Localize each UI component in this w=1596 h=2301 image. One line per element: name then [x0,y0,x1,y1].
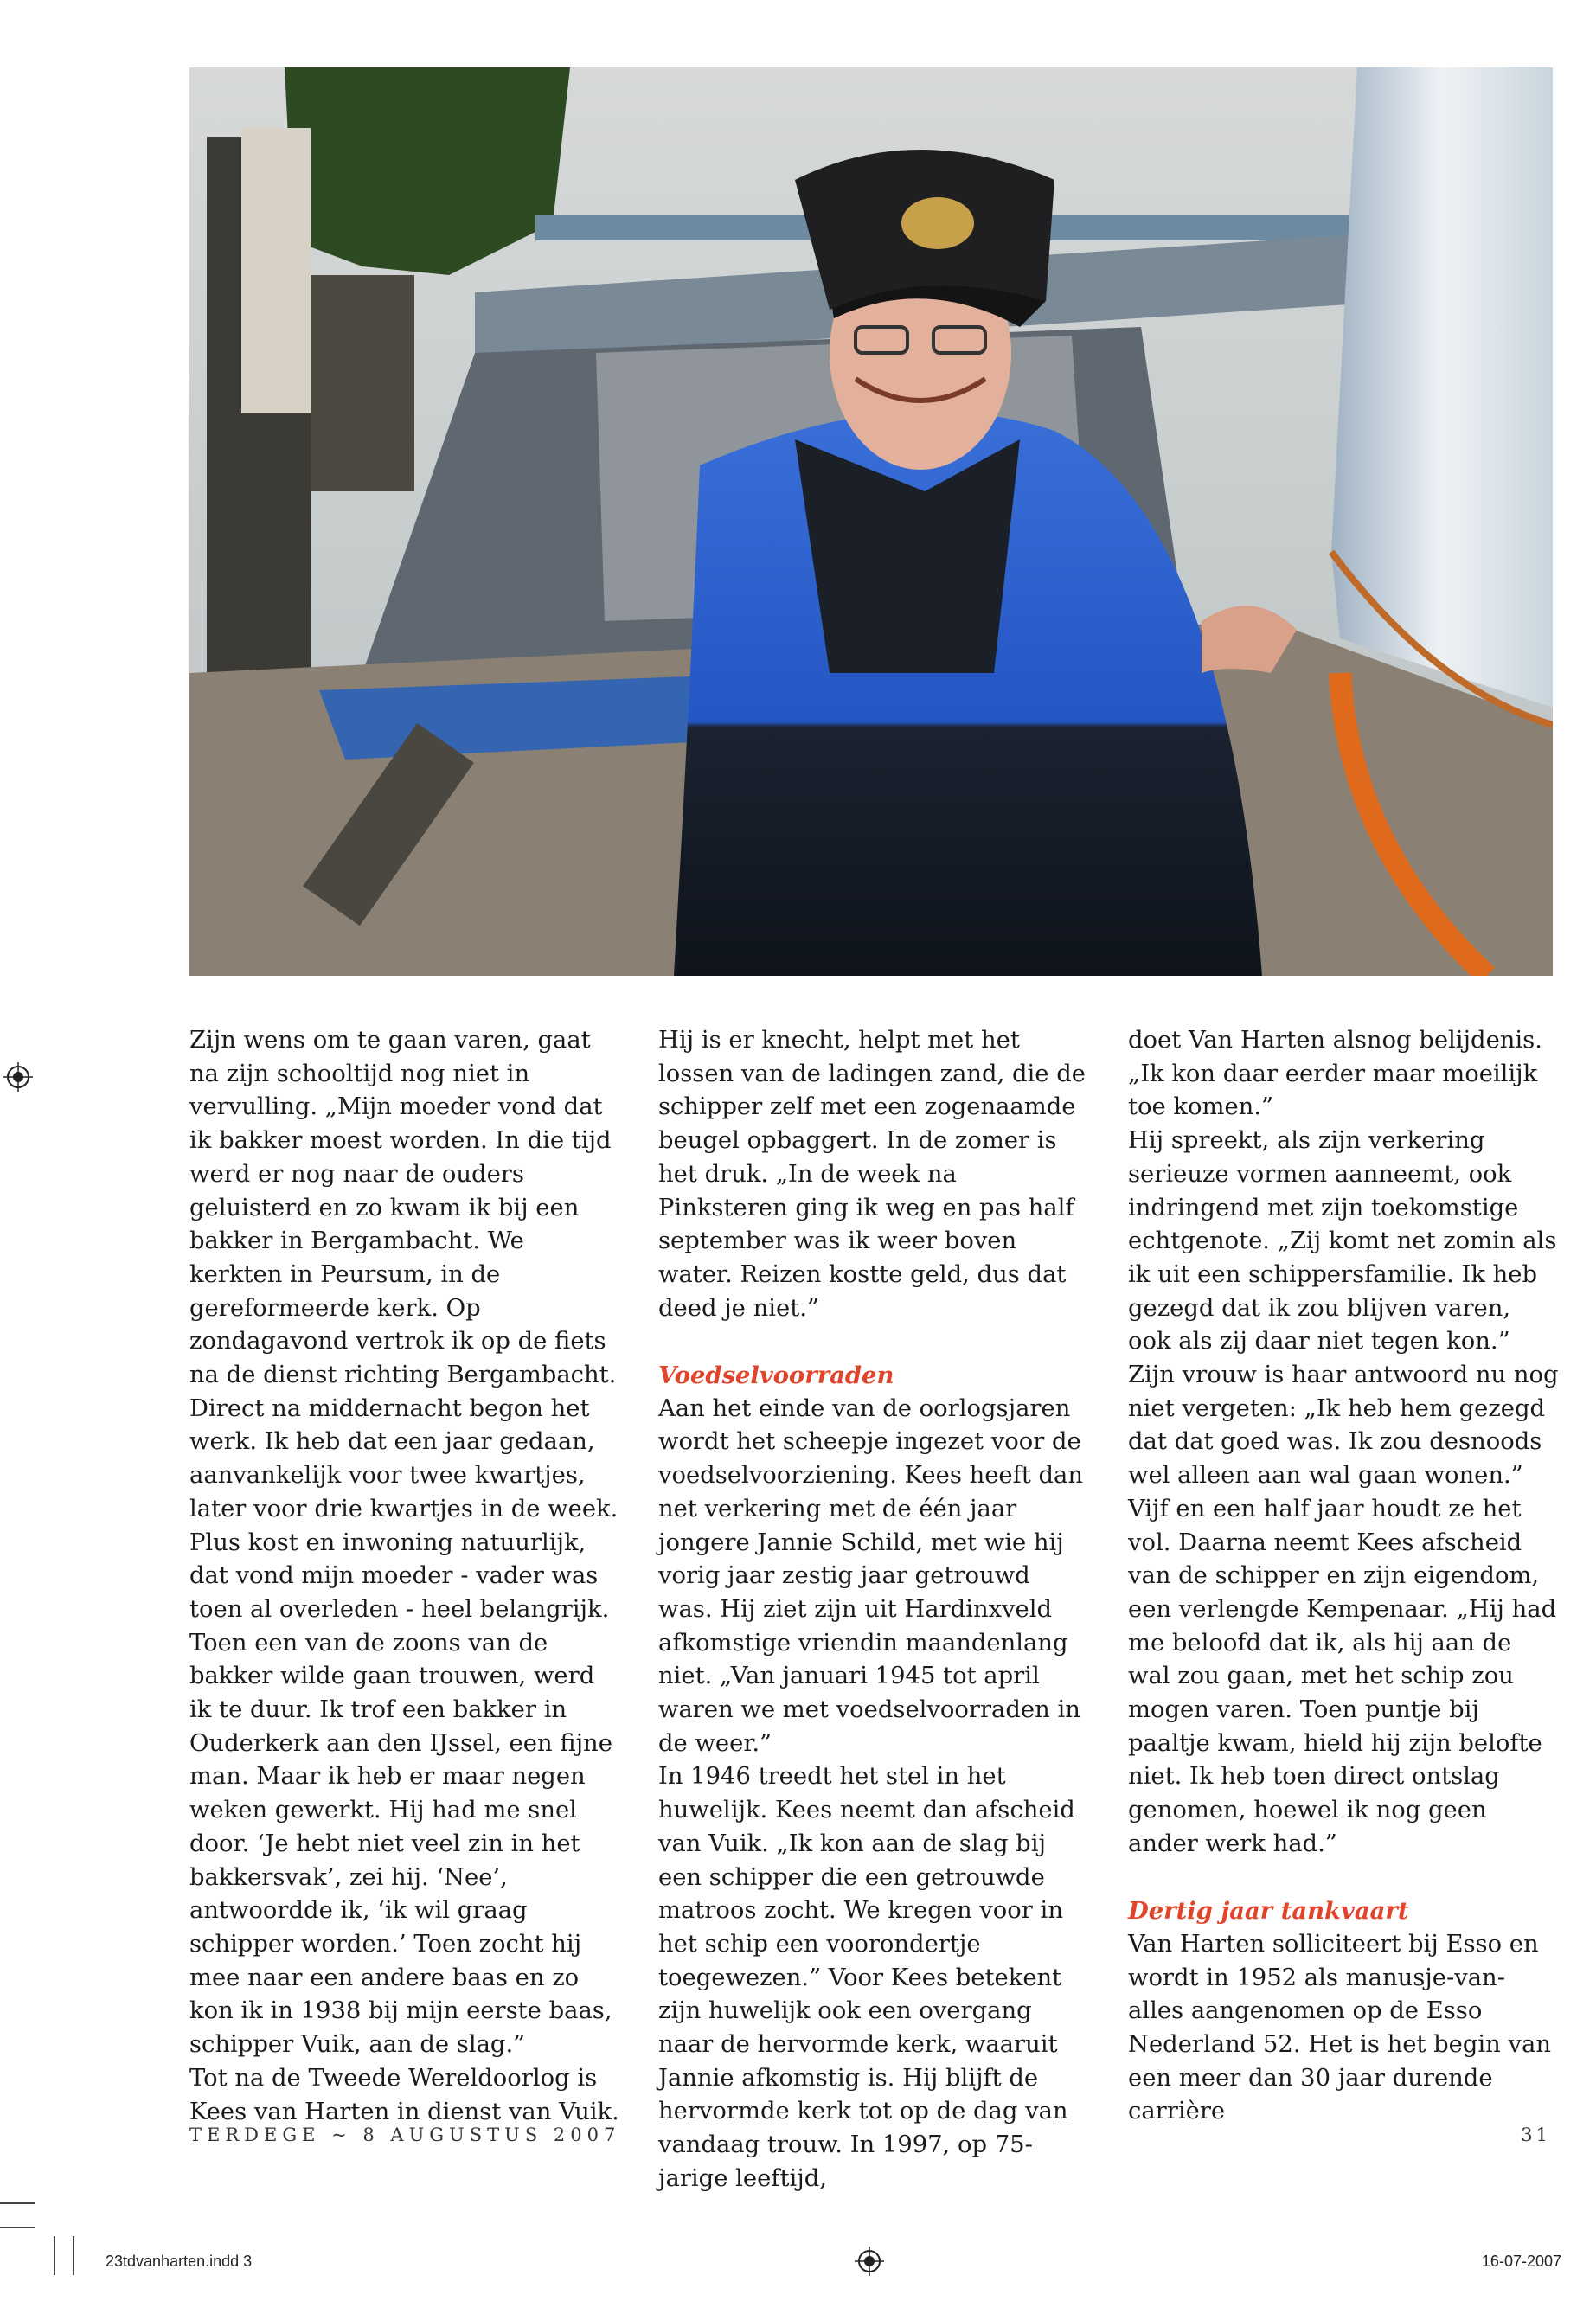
paragraph: Zijn wens om te gaan varen, gaat na zijn schooltijd nog niet in vervulling. „Mijn moeder vond dat ik bakker moest worden. In die tijd werd er nog naar de ouders geluisterd en zo kwam ik bij een bakker in Bergambacht. We kerkten in Peursum, in de gereformeerde kerk. Op zondagavond vertrok ik op de fiets na de dienst richting Bergambacht. Direct na middernacht begon het werk. Ik heb dat een jaar gedaan, aanvankelijk voor twee kwartjes, later voor drie kwartjes in de week. Plus kost en inwoning natuurlijk, dat vond mijn moeder - vader was toen al overleden - heel belangrijk. Toen een van de zoons van de bakker wilde gaan trouwen, werd ik te duur. Ik trof een bakker in Ouderkerk aan den IJssel, een fijne man. Maar ik heb er maar negen weken gewerkt. Hij had me snel door. ‘Je hebt niet veel zin in het bakkersvak’, zei hij. ‘Nee’, antwoordde ik, ‘ik wil graag schipper worden.’ Toen zocht hij mee naar een andere baas en zo kon ik in 1938 bij mijn eerste baas, schipper Vuik, aan de slag.” [189,1027,619,2059]
paragraph: In 1946 treedt het stel in het huwelijk. Kees neemt dan afscheid van Vuik. „Ik kon aan de slag bij een schipper die een getrouwde matroos zocht. We kregen voor in het schip een voorondertje toegewezen.” Voor Kees betekent zijn huwelijk ook een overgang naar de hervormde kerk, waaruit Jannie afkomstig is. Hij blijft de hervormde kerk tot op de dag van vandaag trouw. In 1997, op 75-jarige leeftijd, [658,1763,1075,2192]
crop-mark [0,2202,35,2204]
bargeman-portrait-photo [189,67,1553,976]
registration-mark-icon [3,1062,33,1092]
article-column-1 [189,1024,622,2129]
paragraph: Hij is er knecht, helpt met het lossen van de ladingen zand, die de schipper zelf met een zogenaamde beugel opbaggert. In de zomer is het druk. „In de week na Pinksteren ging ik weg en pas half september was ik weer boven water. Reizen kostte geld, dus dat deed je niet.” [658,1027,1086,1322]
article-column-2 [658,1024,1091,2196]
paragraph: doet Van Harten alsnog belijdenis. „Ik kon daar eerder maar moeilijk toe komen.” [1128,1027,1542,1121]
magazine-footer: TERDEGE ~ 8 AUGUSTUS 2007 [189,2125,621,2145]
paragraph: Aan het einde van de oorlogsjaren wordt het scheepje ingezet voor de voedselvoorziening. Kees heeft dan net verkering met de één jaar jongere Jannie Schild, met wie hij vorig jaar zestig jaar getrouwd was. Hij ziet zijn uit Hardinxveld afkomstige vriendin maandenlang niet. „Van januari 1945 tot april waren we met voedselvoorraden in de weer.” [658,1394,1083,1757]
crop-mark [73,2236,74,2275]
article-column-3 [1128,1024,1561,2129]
paragraph: Hij spreekt, als zijn verkering serieuze vormen aanneemt, ook indringend met zijn toekomstige echtgenote. „Zij komt net zomin als ik uit een schippersfamilie. Ik heb gezegd dat ik zou blijven varen, ook als zij daar niet tegen kon.” Zijn vrouw is haar antwoord nu nog niet vergeten: „Ik heb hem gezegd dat dat goed was. Ik zou desnoods wel alleen aan wal gaan wonen.” [1128,1127,1559,1490]
paragraph: Tot na de Tweede Wereldoorlog is Kees van Harten in dienst van Vuik. [189,2064,619,2125]
date-slug: 16-07-2007 [1481,2253,1561,2270]
file-slug: 23tdvanharten.indd 3 [106,2253,253,2270]
page-number: 31 [1521,2125,1551,2145]
paragraph: Van Harten solliciteert bij Esso en wordt in 1952 als manusje-van-alles aangenomen op de Esso Nederland 52. Het is het begin van een meer dan 30 jaar durende carrière [1128,1930,1551,2125]
section-heading-tankvaart: Dertig jaar tankvaart [1128,1897,1409,1926]
crop-mark [54,2236,55,2275]
paragraph: Vijf en een half jaar houdt ze het vol. Daarna neemt Kees afscheid van de schipper en zijn eigendom, een verlengde Kempenaar. „Hij had me beloofd dat ik, als hij aan de wal zou gaan, met het schip zou mogen varen. Toen puntje bij paaltje kwam, hield hij zijn belofte niet. Ik heb toen direct ontslag genomen, hoewel ik nog geen ander werk had.” [1128,1495,1557,1857]
crop-mark [0,2227,35,2228]
section-heading-voedselvoorraden: Voedselvoorraden [658,1362,894,1390]
registration-mark-icon [855,2247,884,2276]
